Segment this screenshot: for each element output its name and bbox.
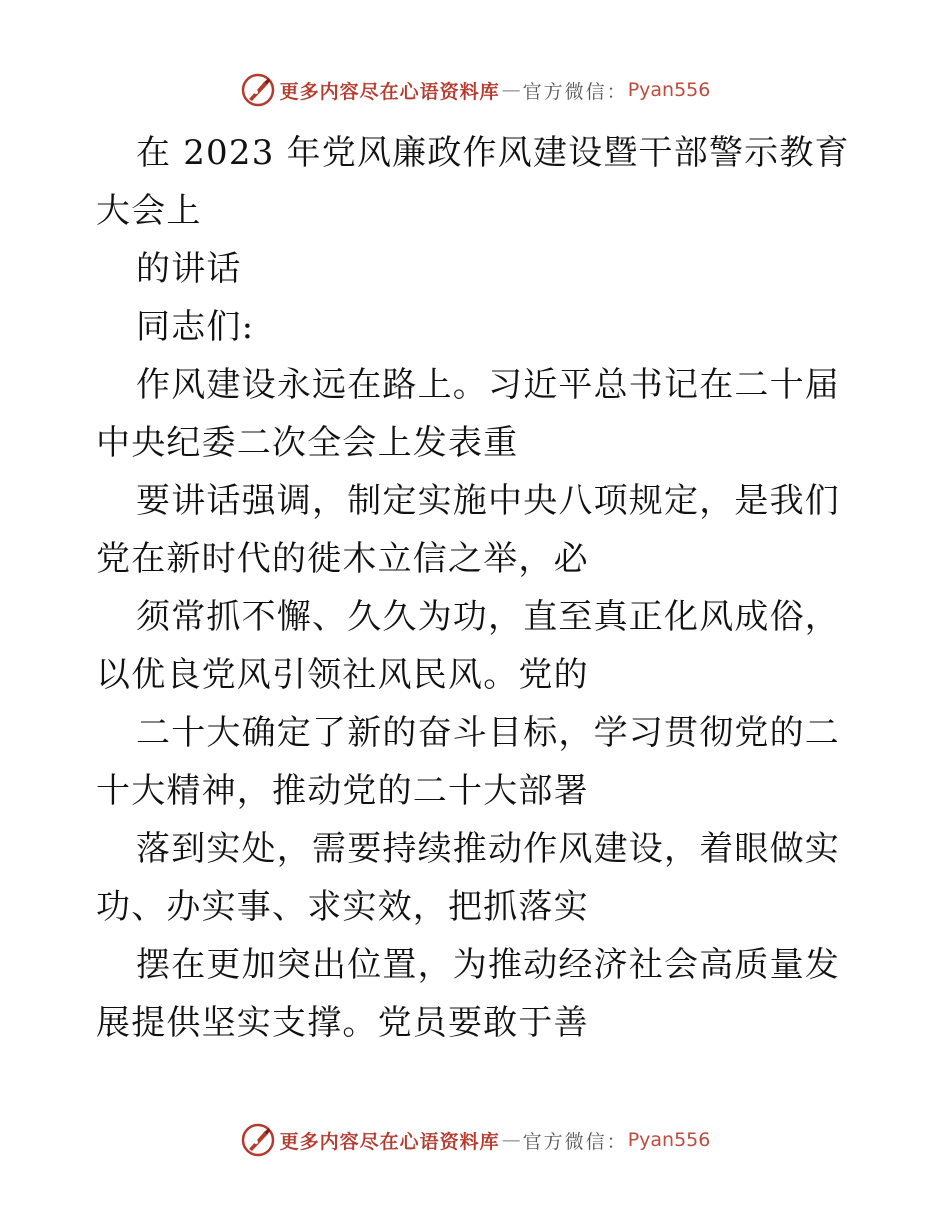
body-paragraph: 落到实处，需要持续推动作风建设，着眼做实功、办实事、求实效，把抓落实 — [96, 829, 840, 927]
wechat-label: 官方微信： — [522, 1130, 628, 1153]
document-body — [96, 124, 856, 1052]
brand-text: 更多内容尽在心语资料库 — [279, 1130, 500, 1153]
wechat-id: Pyan556 — [627, 1129, 711, 1151]
doc-title-continuation: 的讲话 — [136, 249, 242, 289]
separator-dash: — — [501, 79, 521, 101]
quill-logo-icon — [240, 72, 276, 108]
brand-text: 更多内容尽在心语资料库 — [279, 80, 500, 103]
header-watermark-banner — [0, 70, 950, 110]
doc-title: 在 2023 年党风廉政作风建设暨干部警示教育大会上 — [96, 133, 850, 231]
footer-watermark-banner — [0, 1120, 950, 1160]
quill-logo-icon — [240, 1122, 276, 1158]
body-paragraph: 须常抓不懈、久久为功，直至真正化风成俗，以优良党风引领社风民风。党的 — [96, 597, 840, 695]
body-paragraph: 摆在更加突出位置，为推动经济社会高质量发展提供坚实支撑。党员要敢于善 — [96, 945, 840, 1043]
body-paragraph: 二十大确定了新的奋斗目标，学习贯彻党的二十大精神，推动党的二十大部署 — [96, 713, 840, 811]
salutation: 同志们: — [136, 307, 255, 347]
wechat-id: Pyan556 — [627, 79, 711, 101]
body-paragraph: 作风建设永远在路上。习近平总书记在二十届中央纪委二次全会上发表重 — [96, 365, 840, 463]
separator-dash: — — [501, 1129, 521, 1151]
body-paragraph: 要讲话强调，制定实施中央八项规定，是我们党在新时代的徙木立信之举，必 — [96, 481, 840, 579]
wechat-label: 官方微信： — [522, 80, 628, 103]
